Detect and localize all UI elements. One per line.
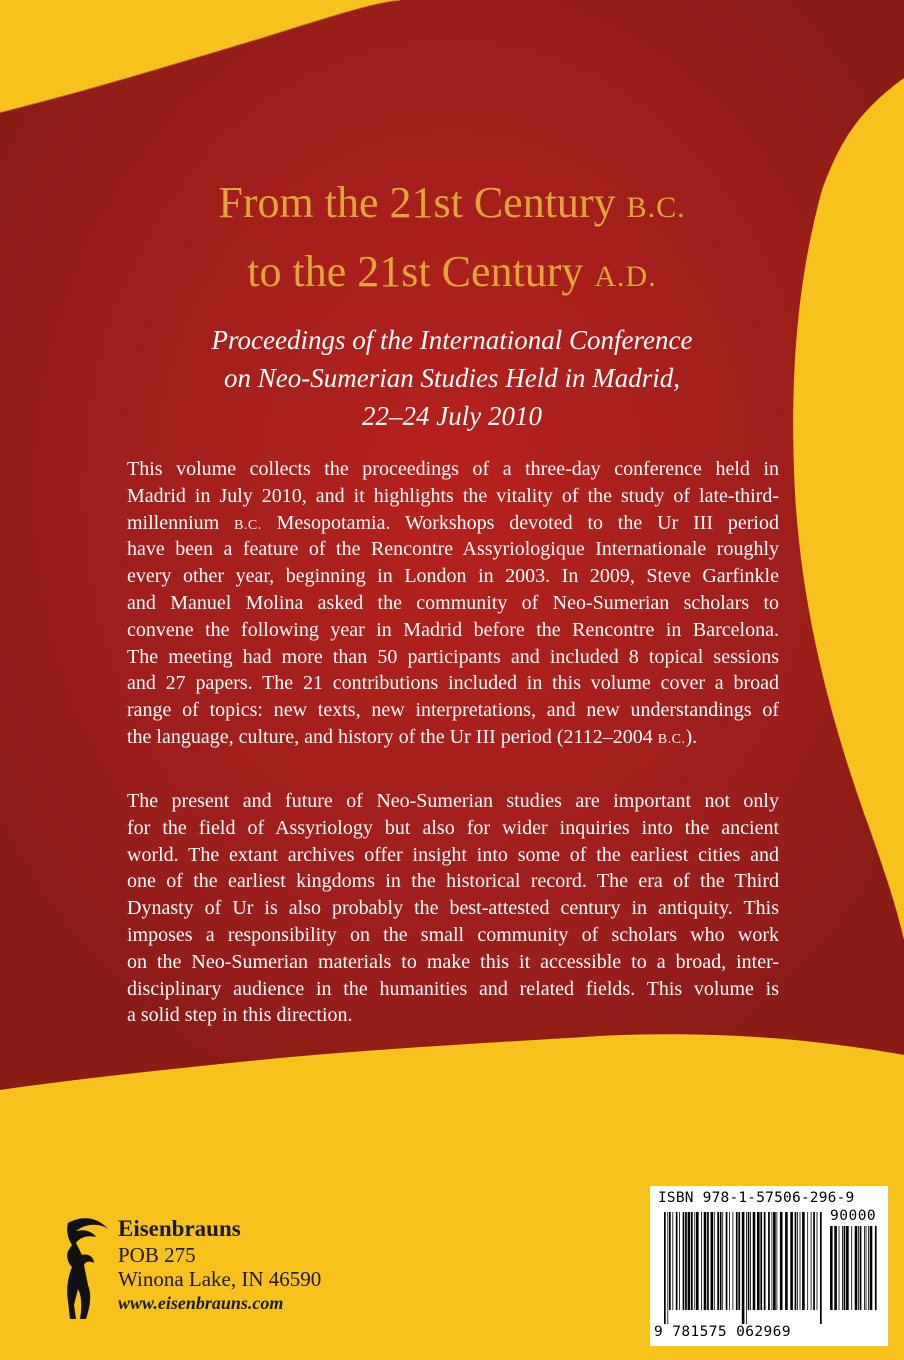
barcode-bar — [860, 1226, 862, 1310]
barcode-bar — [679, 1212, 680, 1310]
barcode-bar — [802, 1212, 805, 1310]
description-paragraph-2 — [127, 788, 779, 1029]
barcode-bar — [720, 1212, 722, 1310]
text-line: imposes a responsibility on the small community of scholars who work — [127, 923, 779, 946]
barcode-bar — [664, 1212, 666, 1324]
text-line: and 27 papers. The 21 contributions included in this volume cover a broad — [127, 672, 779, 695]
barcode-bar — [672, 1212, 673, 1310]
text-line: one of the earliest kingdoms in the historical record. The era of the Third — [127, 870, 779, 893]
barcode-box — [650, 1186, 888, 1346]
subtitle-line-2: on Neo-Sumerian Studies Held in Madrid, — [224, 363, 680, 393]
barcode-bar — [764, 1212, 766, 1310]
barcode-bar — [714, 1212, 715, 1310]
barcode-bar — [790, 1212, 793, 1310]
barcode-bar — [733, 1212, 734, 1310]
text-line: every other year, beginning in London in 2003. In 2009, Steve Garfinkle — [127, 565, 779, 588]
barcode-bar — [868, 1226, 869, 1310]
barcode-bar — [820, 1212, 822, 1324]
text-line: on the Neo-Sumerian materials to make this it accessible to a broad, inter- — [127, 950, 779, 973]
book-title-line-2: to the 21st Century A.D. — [247, 247, 657, 296]
publisher-text — [118, 1215, 321, 1315]
barcode-bar — [870, 1226, 873, 1310]
barcode-bar — [722, 1212, 723, 1310]
barcode-bar — [669, 1212, 671, 1310]
barcode-bar — [750, 1212, 751, 1310]
barcode-bar — [773, 1212, 776, 1310]
text-line: Madrid in July 2010, and it highlights the vitality of the study of late-third- — [127, 484, 779, 507]
barcode-bar — [839, 1226, 840, 1310]
barcode-bar — [726, 1212, 728, 1310]
barcode-bar — [748, 1212, 750, 1310]
barcode-bar — [875, 1226, 877, 1310]
text-line: and Manuel Molina asked the community of Neo-Sumerian scholars to — [127, 591, 779, 614]
barcode-bar — [800, 1212, 801, 1310]
barcode-bar — [807, 1212, 808, 1310]
text-line: have been a feature of the Rencontre Assyriologique Internationale roughly — [127, 538, 779, 561]
barcode-bar — [777, 1212, 778, 1310]
barcode-addon-number: 90000 — [830, 1208, 877, 1224]
text-line: for the field of Assyriology but also for wider inquiries into the ancient — [127, 816, 779, 839]
barcode-bar — [844, 1226, 846, 1310]
barcode-bar — [753, 1212, 756, 1310]
barcode-bar — [738, 1212, 740, 1310]
publisher-website: www.eisenbrauns.com — [118, 1293, 284, 1313]
text-line: range of topics: new texts, new interpretations, and new understandings of — [127, 699, 779, 722]
barcode-bar — [772, 1212, 773, 1310]
isbn-label: ISBN 978-1-57506-296-9 — [658, 1190, 855, 1206]
era-label: A.D. — [594, 260, 657, 293]
barcode-bar — [704, 1212, 707, 1310]
text-line: disciplinary audience in the humanities and related fields. This volume is — [127, 977, 779, 1000]
barcode-bar — [694, 1212, 695, 1310]
barcode-bar — [711, 1212, 714, 1310]
barcode-bar — [851, 1226, 852, 1310]
barcode-bar — [855, 1226, 858, 1310]
barcode-bar — [757, 1212, 760, 1310]
barcode-bar — [785, 1212, 788, 1310]
barcode-bar — [858, 1226, 859, 1310]
barcode-bar — [729, 1212, 730, 1310]
barcode-bar — [795, 1212, 797, 1310]
text-line: The meeting had more than 50 participants and included 8 topical sessions — [127, 645, 779, 668]
barcode-bar — [813, 1212, 815, 1310]
text-line: convene the following year in Madrid before the Rencontre in Barcelona. — [127, 618, 779, 641]
barcode-bar — [691, 1212, 693, 1310]
barcode-bar — [864, 1226, 865, 1310]
text-line: The present and future of Neo-Sumerian studies are important not only — [127, 790, 779, 812]
text-line: millennium B.C. Mesopotamia. Workshops devoted to the Ur III period — [127, 511, 779, 534]
subtitle-line-1: Proceedings of the International Conference — [211, 325, 693, 355]
barcode-bar — [866, 1226, 867, 1310]
barcode-bar — [676, 1212, 678, 1310]
barcode-bar — [830, 1226, 833, 1310]
barcode-ean-number: 9 781575 062969 — [654, 1324, 791, 1340]
barcode-bar — [811, 1212, 812, 1310]
barcode-bar — [701, 1212, 702, 1310]
barcode-bar — [717, 1212, 719, 1310]
barcode-bar — [683, 1212, 685, 1310]
barcode-main-bars — [664, 1212, 824, 1324]
description-paragraph-1 — [127, 456, 779, 751]
barcode-bar — [817, 1212, 818, 1310]
barcode-bar — [842, 1226, 843, 1310]
text-line: a solid step in this direction. — [127, 1004, 353, 1027]
barcode-bar — [780, 1212, 783, 1310]
barcode-bar — [746, 1212, 747, 1324]
text-line: world. The extant archives offer insight into some of the earliest cities and — [127, 843, 779, 866]
text-line: the language, culture, and history of the Ur III period (2112–2004 B.C.). — [127, 725, 698, 748]
barcode-bar — [797, 1212, 798, 1310]
ibex-logo-icon — [60, 1215, 116, 1325]
publisher-address-1: POB 275 — [118, 1243, 196, 1267]
barcode-bar — [760, 1212, 762, 1310]
barcode-bar — [685, 1212, 687, 1310]
barcode-bar — [667, 1212, 668, 1324]
barcode-bar — [768, 1212, 770, 1310]
barcode-bar — [846, 1226, 849, 1310]
barcode-bar — [696, 1212, 699, 1310]
barcode-bar — [742, 1212, 745, 1324]
publisher-name: Eisenbrauns — [118, 1216, 241, 1241]
barcode-bar — [736, 1212, 738, 1310]
text-line: Dynasty of Ur is also probably the best-attested century in antiquity. This — [127, 897, 779, 920]
book-title-line-1: From the 21st Century B.C. — [218, 178, 686, 227]
publisher-block — [60, 1215, 360, 1325]
barcode-bar — [688, 1212, 691, 1310]
era-label: B.C. — [626, 191, 686, 224]
barcode-bar — [707, 1212, 709, 1310]
subtitle-line-3: 22–24 July 2010 — [362, 401, 542, 431]
publisher-address-2: Winona Lake, IN 46590 — [118, 1267, 322, 1291]
text-line: This volume collects the proceedings of a three-day conference held in — [127, 458, 779, 480]
barcode-bar — [834, 1226, 837, 1310]
barcode-addon-bars — [830, 1226, 880, 1324]
